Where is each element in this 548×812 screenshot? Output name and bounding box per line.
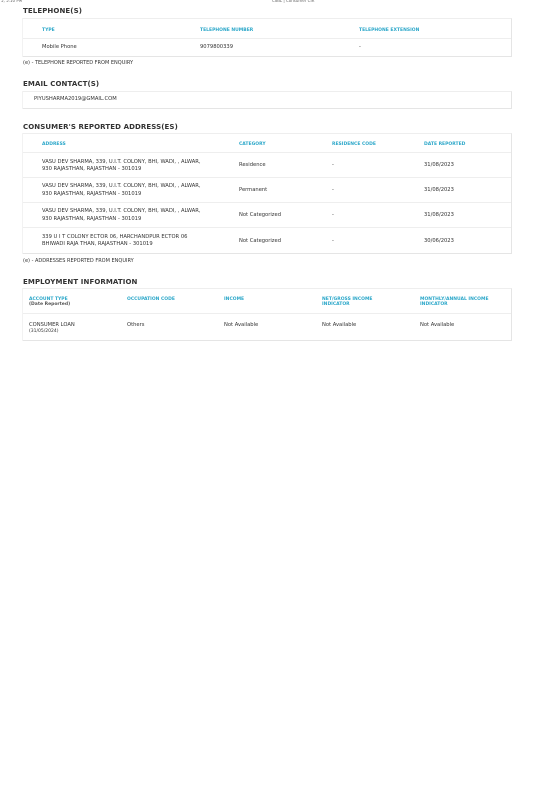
column-header-type: TYPE (42, 28, 55, 33)
monthly-annual-line2: INDICATOR (420, 302, 448, 307)
address-date: 30/06/2023 (424, 238, 454, 244)
addresses-table (23, 133, 512, 254)
address-line1: VASU DEV SHARMA, 339, U.I.T. COLONY, BHI, WADI, , ALWAR, (42, 183, 201, 189)
address-residence-code: - (332, 238, 334, 244)
column-header-monthly-annual-indicator (420, 297, 489, 307)
address-date: 31/08/2023 (424, 187, 454, 193)
address-line2: 930 RAJASTHAN, RAJASTHAN - 301019 (42, 166, 142, 172)
telephones-section-title: TELEPHONE(S) (23, 7, 83, 15)
address-category: Residence (239, 162, 266, 168)
header-divider (23, 313, 511, 314)
address-line2: 930 RAJASTHAN, RAJASTHAN - 301019 (42, 191, 142, 197)
telephones-table (23, 18, 512, 57)
addresses-footnote: (e) - ADDRESSES REPORTED FROM ENQUIRY (23, 258, 134, 264)
employment-table (23, 288, 512, 341)
employment-monthly-annual: Not Available (420, 322, 455, 328)
address-category: Not Categorized (239, 212, 282, 218)
address-line1: VASU DEV SHARMA, 339, U.I.T. COLONY, BHI, WADI, , ALWAR, (42, 159, 201, 165)
address-date: 31/08/2023 (424, 212, 454, 218)
address-line2: 930 RAJASTHAN, RAJASTHAN - 301019 (42, 216, 142, 222)
address-line2: BHIWADI RAJA THAN, RAJASTHAN - 301019 (42, 241, 153, 247)
column-header-residence-code: RESIDENCE CODE (332, 142, 376, 147)
employment-account-type: CONSUMER LOAN (29, 322, 75, 328)
print-header-title: CIBIL | Consumer CIR (272, 0, 315, 3)
column-header-account-type-label: ACCOUNT TYPE (29, 297, 68, 302)
net-gross-line2: INDICATOR (322, 302, 350, 307)
header-divider (23, 38, 511, 39)
address-line1: VASU DEV SHARMA, 339, U.I.T. COLONY, BHI, WADI, , ALWAR, (42, 208, 201, 214)
email-section-title: EMAIL CONTACT(S) (23, 80, 100, 88)
column-header-telephone-number: TELEPHONE NUMBER (200, 28, 254, 33)
column-header-address: ADDRESS (42, 142, 66, 147)
column-header-date-reported: DATE REPORTED (424, 142, 466, 147)
address-residence-code: - (332, 212, 334, 218)
address-category: Permanent (239, 187, 268, 193)
column-header-net-gross-indicator (322, 297, 373, 307)
address-date: 31/08/2023 (424, 162, 454, 168)
column-header-telephone-extension: TELEPHONE EXTENSION (359, 28, 420, 33)
print-timestamp: 5, 5:10 PM (1, 0, 23, 3)
column-header-category: CATEGORY (239, 142, 266, 147)
telephone-number: 9079800339 (200, 44, 234, 50)
telephone-type: Mobile Phone (42, 44, 77, 50)
email-list (23, 91, 512, 109)
column-header-income: INCOME (224, 297, 245, 302)
row-divider (23, 202, 511, 203)
column-header-account-type (29, 297, 70, 307)
row-divider (23, 177, 511, 178)
address-residence-code: - (332, 187, 334, 193)
column-header-occupation-code: OCCUPATION CODE (127, 297, 175, 302)
employment-section-title: EMPLOYMENT INFORMATION (23, 278, 138, 286)
net-gross-line1: NET/GROSS INCOME (322, 297, 373, 302)
row-divider (23, 227, 511, 228)
monthly-annual-line1: MONTHLY/ANNUAL INCOME (420, 297, 489, 302)
employment-net-gross: Not Available (322, 322, 357, 328)
address-line1: 339 U I T COLONY ECTOR 06, HARCHANDPUR ECTOR 06 (42, 234, 188, 240)
email-item: PIYUSHARMA2019@GMAIL.COM (34, 96, 117, 102)
addresses-section-title: CONSUMER'S REPORTED ADDRESS(ES) (23, 123, 178, 131)
column-header-date-reported-sub: (Date Reported) (29, 302, 71, 307)
employment-occupation-code: Others (127, 322, 145, 328)
telephone-extension: - (359, 44, 361, 50)
address-category: Not Categorized (239, 238, 282, 244)
header-divider (23, 152, 511, 153)
employment-income: Not Available (224, 322, 259, 328)
telephones-footnote: (e) - TELEPHONE REPORTED FROM ENQUIRY (23, 60, 134, 66)
address-residence-code: - (332, 162, 334, 168)
employment-date-reported: (31/05/2024) (29, 329, 59, 334)
